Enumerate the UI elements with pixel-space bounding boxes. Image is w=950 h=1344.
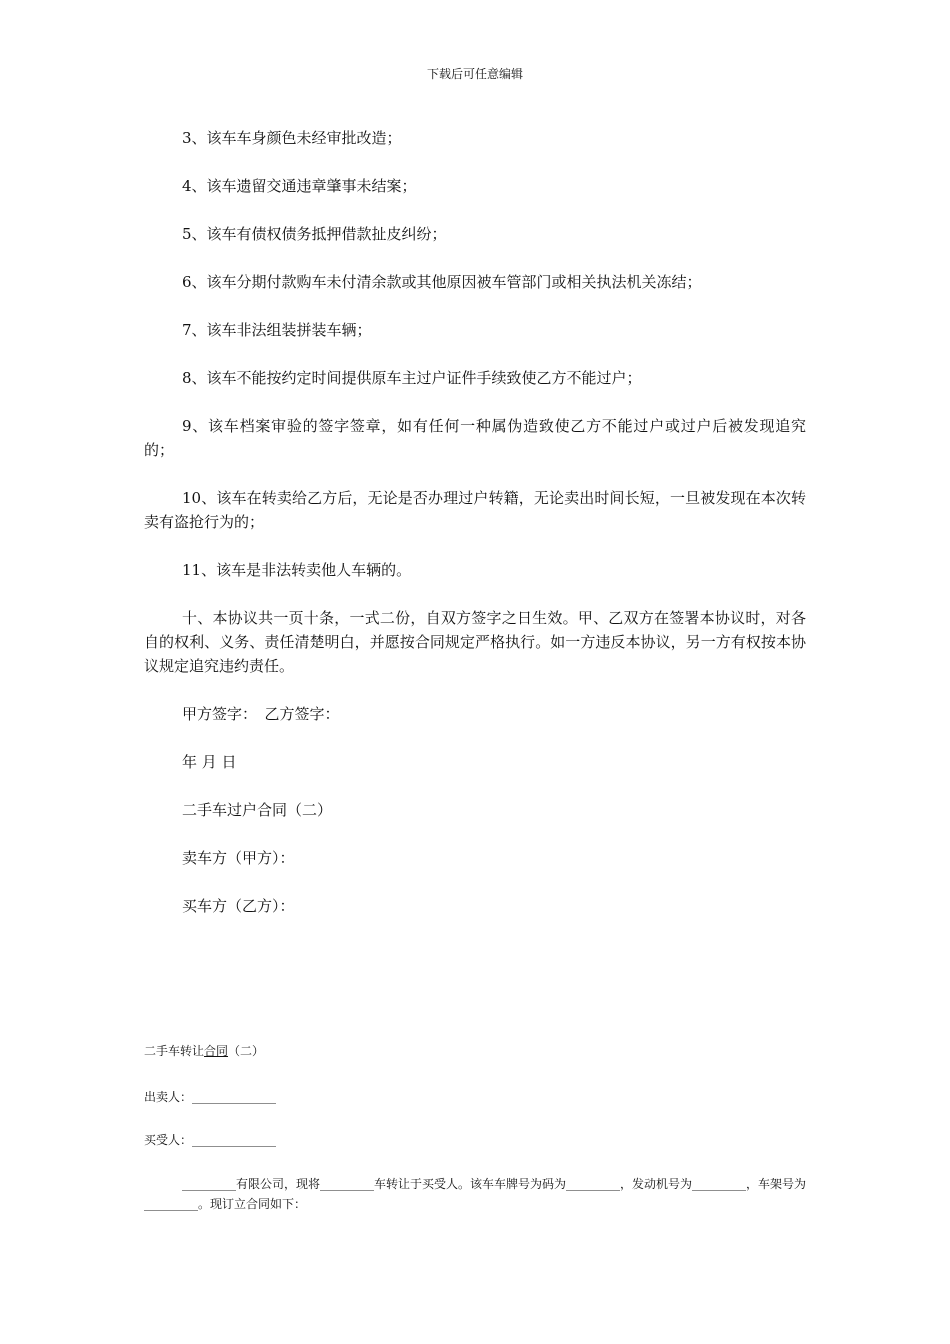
clause-9: 9、该车档案审验的签字签章，如有任何一种属伪造致使乙方不能过户或过户后被发现追究的；: [144, 417, 806, 459]
signature-line: 甲方签字： 乙方签字：: [182, 705, 340, 723]
seller-line: 出卖人：______________: [144, 1090, 277, 1104]
seller-party-line: 卖车方（甲方）：: [182, 849, 295, 867]
buyer-line: 买受人：______________: [144, 1133, 277, 1147]
clause-4: 4、该车遗留交通违章肇事未结案；: [182, 177, 417, 195]
clause-3: 3、该车车身颜色未经审批改造；: [182, 129, 402, 147]
clause-11: 11、该车是非法转卖他人车辆的。: [182, 561, 412, 579]
transfer-body-paragraph: _________有限公司，现将_________车转让于买受人。该车车牌号为码为_________，发动机号为_________，车架号为_________。现订立合同如下：: [144, 1177, 807, 1211]
contract-link[interactable]: 合同: [204, 1044, 229, 1058]
contract-2-title: 二手车过户合同（二）: [182, 801, 333, 819]
clause-6: 6、该车分期付款购车未付清余款或其他原因被车管部门或相关执法机关冻结；: [182, 273, 702, 291]
buyer-party-line: 买车方（乙方）：: [182, 897, 295, 915]
article-10-paragraph: 十、本协议共一页十条，一式二份，自双方签字之日生效。甲、乙双方在签署本协议时，对各自的权利、义务、责任清楚明白，并愿按合同规定严格执行。如一方违反本协议，另一方有权按本协议规定追究违约责任。: [144, 609, 806, 675]
clause-10: 10、该车在转卖给乙方后，无论是否办理过户转籍，无论卖出时间长短，一旦被发现在本次转卖有盗抢行为的；: [144, 489, 806, 531]
title-prefix: 二手车转让: [144, 1044, 205, 1058]
date-line: 年 月 日: [182, 753, 237, 771]
clause-7: 7、该车非法组装拼装车辆；: [182, 321, 372, 339]
transfer-contract-title: [144, 1041, 806, 1061]
clause-8: 8、该车不能按约定时间提供原车主过户证件手续致使乙方不能过户；: [182, 369, 642, 387]
page-header: 下载后可任意编辑: [426, 67, 523, 81]
clause-5: 5、该车有债权债务抵押借款扯皮纠纷；: [182, 225, 447, 243]
title-suffix: （二）: [228, 1044, 265, 1058]
